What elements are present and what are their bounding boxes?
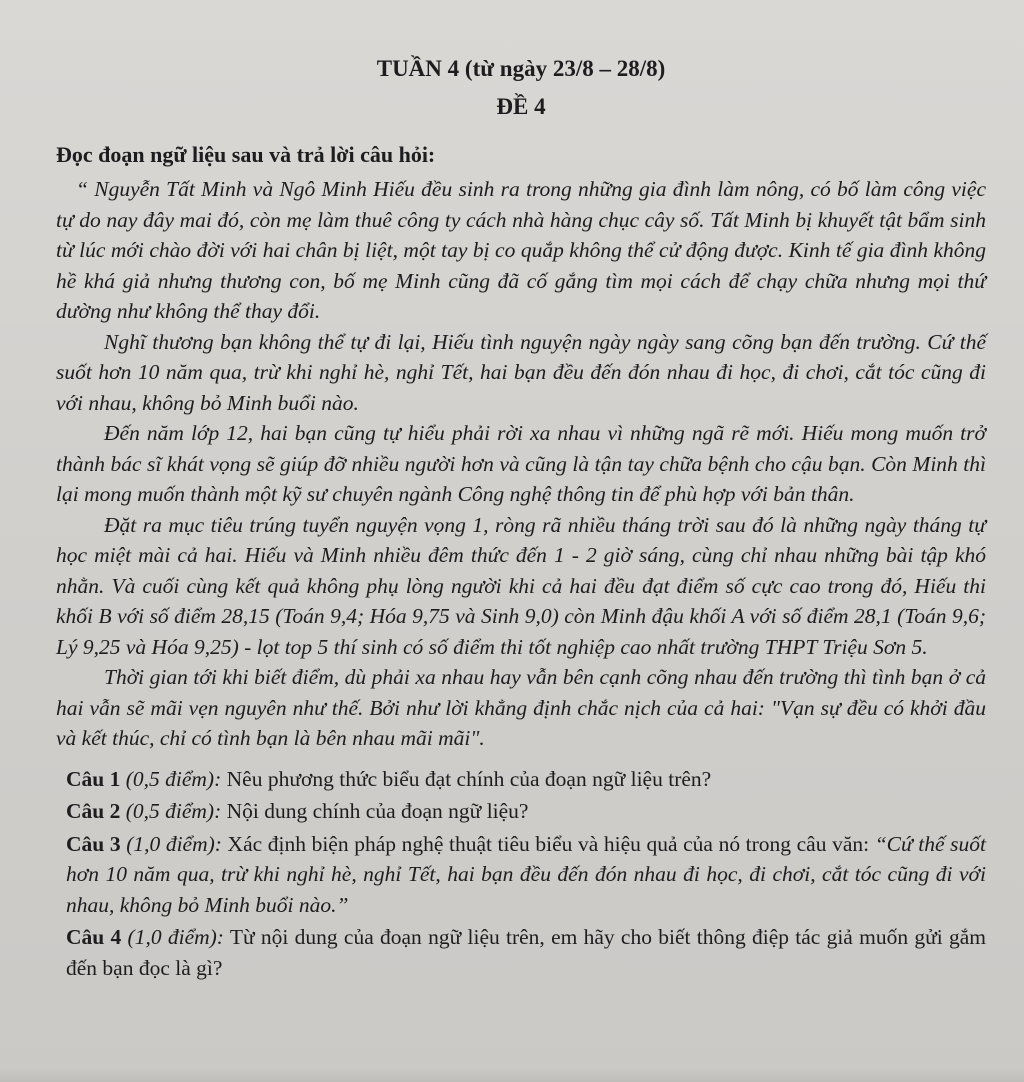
question-list [56, 764, 986, 984]
question-quote: “Cứ thế suốt hơn 10 năm qua, trừ khi nghỉ hè, nghỉ Tết, hai bạn đều đến đón nhau đi học, đi chơi, cắt tóc cũng đi với nhau, không bỏ Minh buổi nào.” [66, 831, 987, 917]
question-4 [56, 922, 986, 983]
passage-paragraph-5: Thời gian tới khi biết điểm, dù phải xa nhau hay vẫn bên cạnh cõng nhau đến trường thì tình bạn ở cả hai vẫn sẽ mãi vẹn nguyên như thế. Bởi như lời khẳng định chắc nịch của cả hai: "Vạn sự đều có khởi đầu và kết thúc, chỉ có tình bạn là bên nhau mãi mãi". [56, 665, 986, 750]
question-text: Nêu phương thức biểu đạt chính của đoạn ngữ liệu trên? [221, 766, 712, 791]
passage-paragraph-1: “ Nguyễn Tất Minh và Ngô Minh Hiếu đều sinh ra trong những gia đình làm nông, có bố làm công việc tự do nay đây mai đó, còn mẹ làm thuê công ty cách nhà hàng chục cây số. Tất Minh bị khuyết tật bẩm sinh từ lúc mới chào đời với hai chân bị liệt, một tay bị co quắp không thể cử động được. Kinh tế gia đình không hề khá giả nhưng thương con, bố mẹ Minh cũng đã cố gắng tìm mọi cách để chạy chữa nhưng mọi thứ dường như không thể thay đổi. [56, 177, 986, 323]
passage-paragraph-2: Nghĩ thương bạn không thể tự đi lại, Hiếu tình nguyện ngày ngày sang cõng bạn đến trường. Cứ thế suốt hơn 10 năm qua, trừ khi nghỉ hè, nghỉ Tết, hai bạn đều đến đón nhau đi học, đi chơi, cắt tóc cũng đi với nhau, không bỏ Minh buổi nào. [56, 329, 986, 415]
question-3 [56, 829, 986, 921]
question-points: (0,5 điểm): [125, 766, 222, 791]
reading-passage [56, 174, 986, 754]
passage-paragraph-3: Đến năm lớp 12, hai bạn cũng tự hiểu phải rời xa nhau vì những ngã rẽ mới. Hiếu mong muốn trở thành bác sĩ khát vọng sẽ giúp đỡ nhiều người hơn và cũng là tận tay chữa bệnh cho cậu bạn. Còn Minh thì lại mong muốn thành một kỹ sư chuyên ngành Công nghệ thông tin để phù hợp với bản thân. [56, 421, 986, 506]
question-label: Câu 1 [66, 766, 121, 791]
page-edge-shadow [0, 1068, 1024, 1082]
exam-title: ĐỀ 4 [496, 94, 546, 119]
question-1 [56, 764, 986, 795]
reading-instruction: Đọc đoạn ngữ liệu sau và trả lời câu hỏi: [56, 142, 436, 167]
passage-paragraph-4: Đặt ra mục tiêu trúng tuyển nguyện vọng 1, ròng rã nhiều tháng trời sau đó là những ngày tháng tự học miệt mài cả hai. Hiếu và Minh nhiều đêm thức đến 1 - 2 giờ sáng, cùng chỉ nhau những bài tập khó nhằn. Và cuối cùng kết quả không phụ lòng người khi cả hai đều đạt điểm số cực cao trong đó, Hiếu thi khối B với số điểm 28,15 (Toán 9,4; Hóa 9,75 và Sinh 9,0) còn Minh đậu khối A với số điểm 28,1 (Toán 9,6; Lý 9,25 và Hóa 9,25) - lọt top 5 thí sinh có số điểm thi tốt nghiệp cao nhất trường THPT Triệu Sơn 5. [56, 512, 986, 659]
week-heading: TUẦN 4 (từ ngày 23/8 – 28/8) [376, 56, 666, 81]
question-label: Câu 2 [66, 799, 121, 823]
question-points: (1,0 điểm): [127, 925, 224, 949]
question-text: Từ nội dung của đoạn ngữ liệu trên, em hãy cho biết thông điệp tác giả muốn gửi gắm đến bạn đọc là gì? [66, 925, 987, 980]
question-label: Câu 3 [66, 831, 121, 856]
question-text: Xác định biện pháp nghệ thuật tiêu biểu và hiệu quả của nó trong câu văn: [221, 831, 875, 856]
question-2 [56, 796, 986, 827]
question-label: Câu 4 [66, 925, 122, 949]
question-points: (0,5 điểm): [125, 799, 222, 823]
question-points: (1,0 điểm): [126, 831, 222, 856]
question-text: Nội dung chính của đoạn ngữ liệu? [221, 799, 529, 823]
